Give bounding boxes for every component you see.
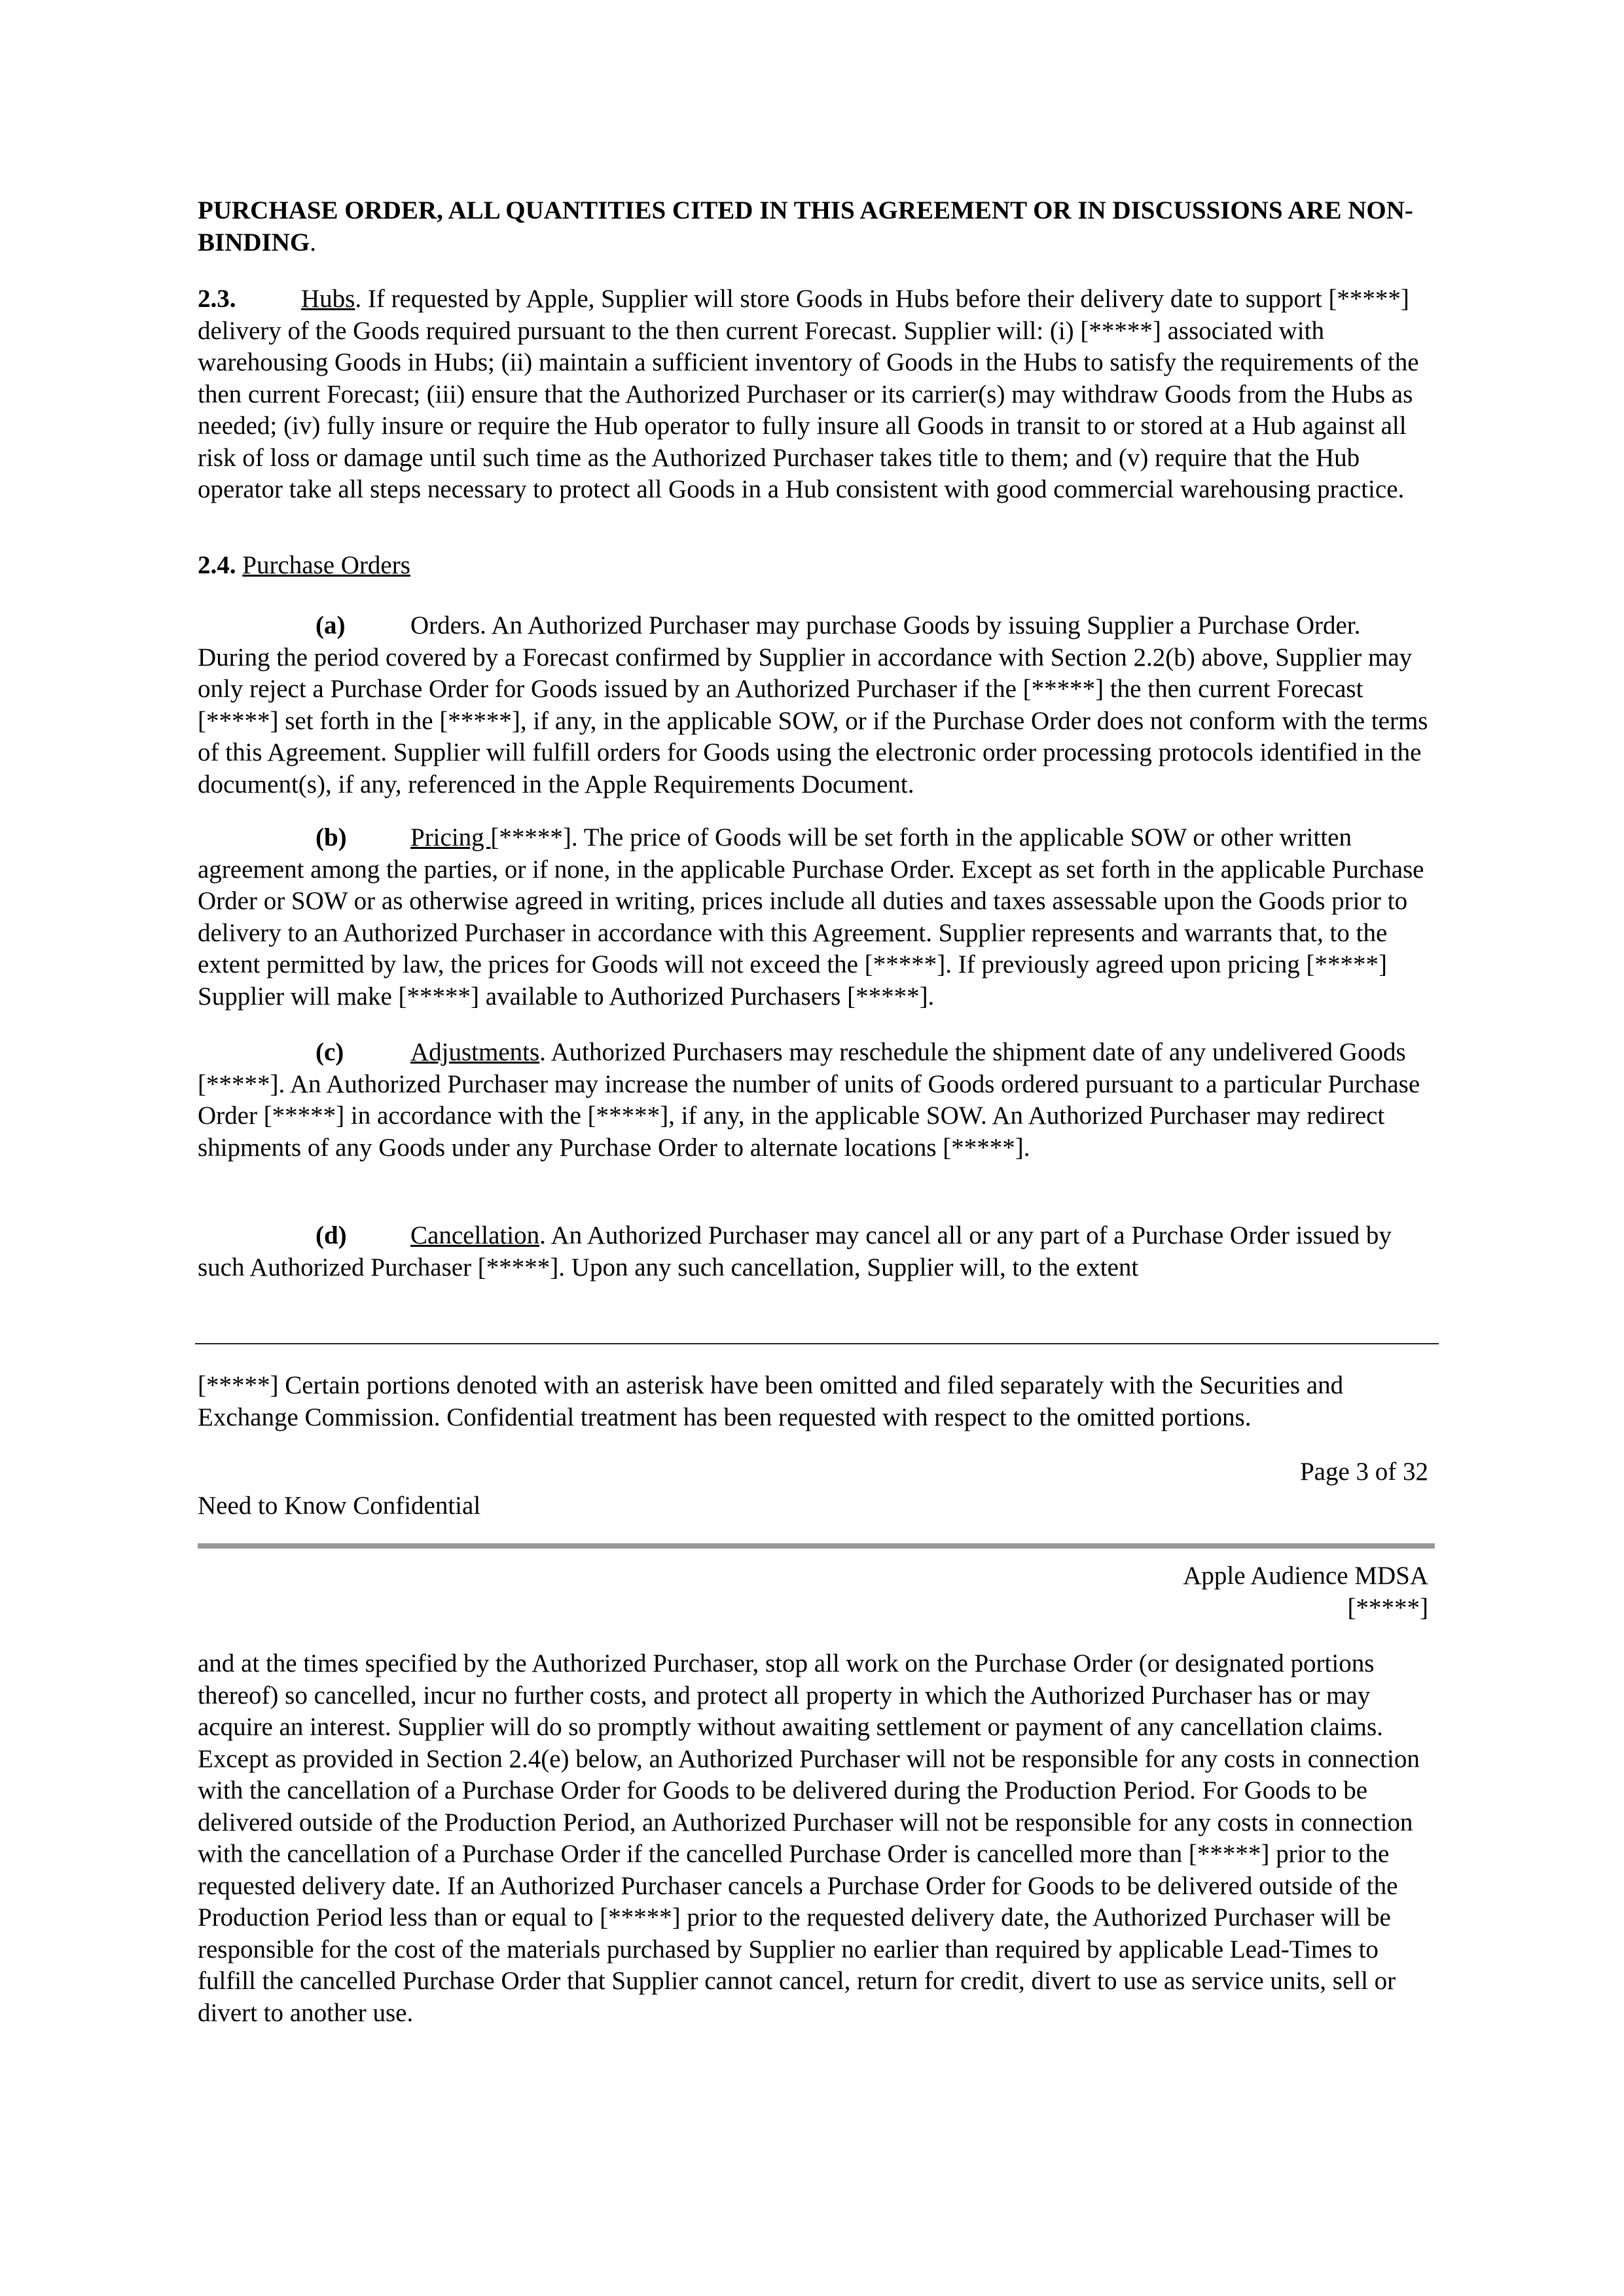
- subsection-a-paragraph: [198, 610, 1428, 800]
- subsection-b: [198, 822, 1428, 1013]
- page-3-body: [198, 195, 1428, 259]
- subsection-a: [198, 610, 1428, 800]
- subsection-d-title: Cancellation: [410, 1221, 540, 1249]
- subsection-c-title: Adjustments: [410, 1038, 540, 1066]
- continuation-paragraph: and at the times specified by the Authorized Purchaser, stop all work on the Purchase Order (or designated portions thereof) so cancelled, incur no further costs, and protect all property in which the Authorized Purchaser has or may acquire an interest. Supplier will do so promptly without awaiting settlement or payment of any cancellation claims. Except as provided in Section 2.4(e) below, an Authorized Purchaser will not be responsible for any costs in connection with the cancellation of a Purchase Order for Goods to be delivered during the Production Period. For Goods to be delivered outside of the Production Period, an Authorized Purchaser will not be responsible for any costs in connection with the cancellation of a Purchase Order if the cancelled Purchase Order is cancelled more than [*****] prior to the requested delivery date. If an Authorized Purchaser cancels a Purchase Order for Goods to be delivered outside of the Production Period less than or equal to [*****] prior to the requested delivery date, the Authorized Purchaser will be responsible for the cost of the materials purchased by Supplier no earlier than required by applicable Lead-Times to fulfill the cancelled Purchase Order that Supplier cannot cancel, return for credit, divert to use as service units, sell or divert to another use.: [198, 1649, 1420, 2027]
- header-redaction: [*****]: [1347, 1593, 1428, 1622]
- carryover-heading: [198, 195, 1428, 259]
- section-2-4: [198, 550, 1428, 582]
- confidential-label: Need to Know Confidential: [198, 1492, 481, 1520]
- subsection-b-title: Pricing: [410, 823, 491, 852]
- page-number-block: [198, 1456, 1428, 1488]
- subsection-c-paragraph: [198, 1037, 1428, 1164]
- carryover-heading-text: PURCHASE ORDER, ALL QUANTITIES CITED IN THIS AGREEMENT OR IN DISCUSSIONS ARE NON-BINDING: [198, 196, 1413, 257]
- section-2-3-paragraph: [198, 283, 1428, 506]
- section-2-3-text: . If requested by Apple, Supplier will store Goods in Hubs before their delivery date to support [*****] delivery of the Goods required pursuant to the then current Forecast. Supplier will: (i) [*****] associated with warehousing Goods in Hubs; (ii) maintain a sufficient inventory of Goods in the Hubs to satisfy the requirements of the then current Forecast; (iii) ensure that the Authorized Purchaser or its carrier(s) may withdraw Goods from the Hubs as needed; (iv) fully insure or require the Hub operator to fully insure all Goods in transit to or stored at a Hub against all risk of loss or damage until such time as the Authorized Purchaser takes title to them; and (v) require that the Hub operator take all steps necessary to protect all Goods in a Hub consistent with good commercial warehousing practice.: [198, 285, 1419, 503]
- section-2-4-heading: [198, 550, 1428, 582]
- subsection-a-label: (a): [316, 611, 346, 639]
- subsection-d: [198, 1220, 1428, 1283]
- header-document-title: Apple Audience MDSA: [1183, 1562, 1428, 1590]
- page-number: Page 3 of 32: [1299, 1458, 1428, 1486]
- confidential-block: [198, 1490, 1428, 1522]
- subsection-b-paragraph: [198, 822, 1428, 1013]
- subsection-c: [198, 1037, 1428, 1164]
- section-2-3-number: 2.3.: [198, 285, 236, 313]
- subsection-d-paragraph: [198, 1220, 1428, 1283]
- footnote-separator: [195, 1343, 1439, 1344]
- section-2-4-title: Purchase Orders: [242, 551, 410, 579]
- section-2-3: [198, 283, 1428, 506]
- footnote: [198, 1370, 1428, 1433]
- page-4-body: [198, 1648, 1428, 2029]
- subsection-a-text: Orders. An Authorized Purchaser may purchase Goods by issuing Supplier a Purchase Order. During the period covered by a Forecast confirmed by Supplier in accordance with Section 2.2(b) above, Supplier may only reject a Purchase Order for Goods issued by an Authorized Purchaser if the [*****] the then current Forecast [*****] set forth in the [*****], if any, in the applicable SOW, or if the Purchase Order does not conform with the terms of this Agreement. Supplier will fulfill orders for Goods using the electronic order processing protocols identified in the document(s), if any, referenced in the Apple Requirements Document.: [198, 611, 1428, 798]
- section-2-3-title: Hubs: [301, 285, 355, 313]
- page-break-rule: [198, 1543, 1435, 1549]
- subsection-b-text: [*****]. The price of Goods will be set forth in the applicable SOW or other written agreement among the parties, or if none, in the applicable Purchase Order. Except as set forth in the applicable Purchase Order or SOW or as otherwise agreed in writing, prices include all duties and taxes assessable upon the Goods prior to delivery to an Authorized Purchaser in accordance with this Agreement. Supplier represents and warrants that, to the extent permitted by law, the prices for Goods will not exceed the [*****]. If previously agreed upon pricing [*****] Supplier will make [*****] available to Authorized Purchasers [*****].: [198, 823, 1424, 1011]
- carryover-heading-period: .: [310, 228, 316, 257]
- page-4-header: [198, 1560, 1428, 1624]
- subsection-d-label: (d): [316, 1221, 347, 1249]
- section-2-4-number: 2.4.: [198, 551, 236, 579]
- subsection-b-label: (b): [316, 823, 347, 852]
- subsection-d-text: . An Authorized Purchaser may cancel all or any part of a Purchase Order issued by such Authorized Purchaser [*****]. Upon any such cancellation, Supplier will, to the extent: [198, 1221, 1392, 1282]
- subsection-c-text: . Authorized Purchasers may reschedule the shipment date of any undelivered Goods [*****]. An Authorized Purchaser may increase the number of units of Goods ordered pursuant to a particular Purchase Order [*****] in accordance with the [*****], if any, in the applicable SOW. An Authorized Purchaser may redirect shipments of any Goods under any Purchase Order to alternate locations [*****].: [198, 1038, 1420, 1162]
- footnote-text: [*****] Certain portions denoted with an asterisk have been omitted and filed separately with the Securities and Exchange Commission. Confidential treatment has been requested with respect to the omitted portions.: [198, 1371, 1344, 1431]
- subsection-c-label: (c): [316, 1038, 344, 1066]
